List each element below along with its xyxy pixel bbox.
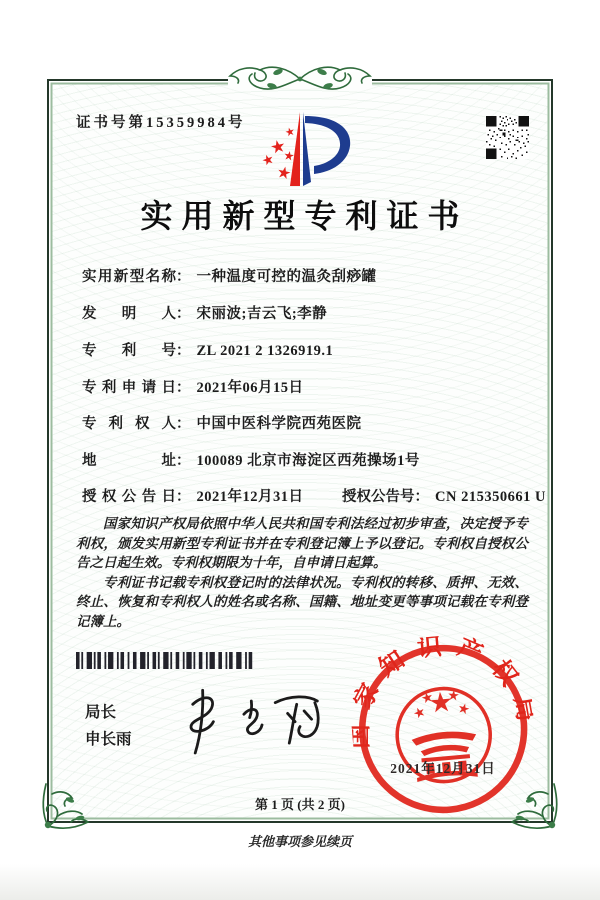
field-value: 2021年12月31日: [196, 489, 304, 505]
legal-paragraph-1: 国家知识产权局依照中华人民共和国专利法经过初步审查，决定授予专利权，颁发实用新型专利证书并在专利登记簿上予以登记。专利权自授权公告之日起生效。专利权期限为十年，自申请日起算。: [76, 516, 528, 570]
top-floral-ornament-icon: [222, 58, 378, 100]
footer-note: 其他事项参见续页: [247, 834, 352, 849]
grant-date-pair: 授权公告日： 2021年12月31日: [82, 485, 342, 506]
legal-text: [76, 514, 528, 631]
seal-date: 2021年12月31日: [390, 761, 496, 776]
field-label: 地址: [82, 453, 176, 469]
field-row-address: 地址： 100089 北京市海淀区西苑操场1号: [82, 449, 420, 470]
field-value: 2021年06月15日: [196, 380, 304, 396]
field-row-name: 实用新型名称： 一种温度可控的温灸刮痧罐: [82, 265, 377, 286]
field-row-filing-date: 专利申请日： 2021年06月15日: [82, 376, 304, 397]
field-row-grant: [82, 485, 546, 506]
field-label: 专利权人: [82, 416, 176, 432]
seal-arc-text: 国家知识产权局: [346, 632, 542, 749]
signature-icon: [168, 680, 333, 760]
field-label: 实用新型名称: [82, 269, 176, 285]
field-value: ZL 2021 2 1326919.1: [196, 343, 334, 359]
field-label: 授权公告号: [342, 489, 415, 505]
page-number: 第 1 页 (共 2 页): [255, 797, 345, 812]
field-label: 发明人: [82, 306, 176, 322]
field-row-patentee: 专利权人： 中国中医科学院西苑医院: [82, 412, 362, 433]
field-value: 100089 北京市海淀区西苑操场1号: [196, 453, 420, 469]
field-value: 宋丽波;吉云飞;李静: [196, 306, 328, 322]
signer-block: [85, 699, 132, 753]
field-label: 专利号: [82, 343, 176, 359]
cnipa-logo-icon: [238, 108, 370, 190]
legal-paragraph-2: 专利证书记载专利权登记时的法律状况。专利权的转移、质押、无效、终止、恢复和专利权人的姓名或名称、国籍、地址变更等事项记载在专利登记簿上。: [76, 574, 528, 629]
field-label: 专利申请日: [82, 380, 176, 396]
field-value: CN 215350661 U: [435, 489, 546, 505]
barcode: [76, 652, 254, 669]
signer-title: 局长: [85, 704, 117, 721]
certificate-title: 实用新型专利证书: [140, 198, 469, 234]
field-label: 授权公告日: [82, 489, 176, 505]
qr-code-icon: [486, 115, 529, 160]
field-value: 中国中医科学院西苑医院: [196, 416, 362, 432]
certificate-number: 证书号第15359984号: [76, 115, 246, 131]
field-row-patent-no: 专利号： ZL 2021 2 1326919.1: [82, 339, 333, 360]
signer-name: 申长雨: [85, 731, 132, 748]
field-row-inventor: 发明人： 宋丽波;吉云飞;李静: [82, 302, 327, 323]
grant-number-pair: 授权公告号： CN 215350661 U: [342, 489, 546, 505]
field-value: 一种温度可控的温灸刮痧罐: [196, 269, 377, 285]
